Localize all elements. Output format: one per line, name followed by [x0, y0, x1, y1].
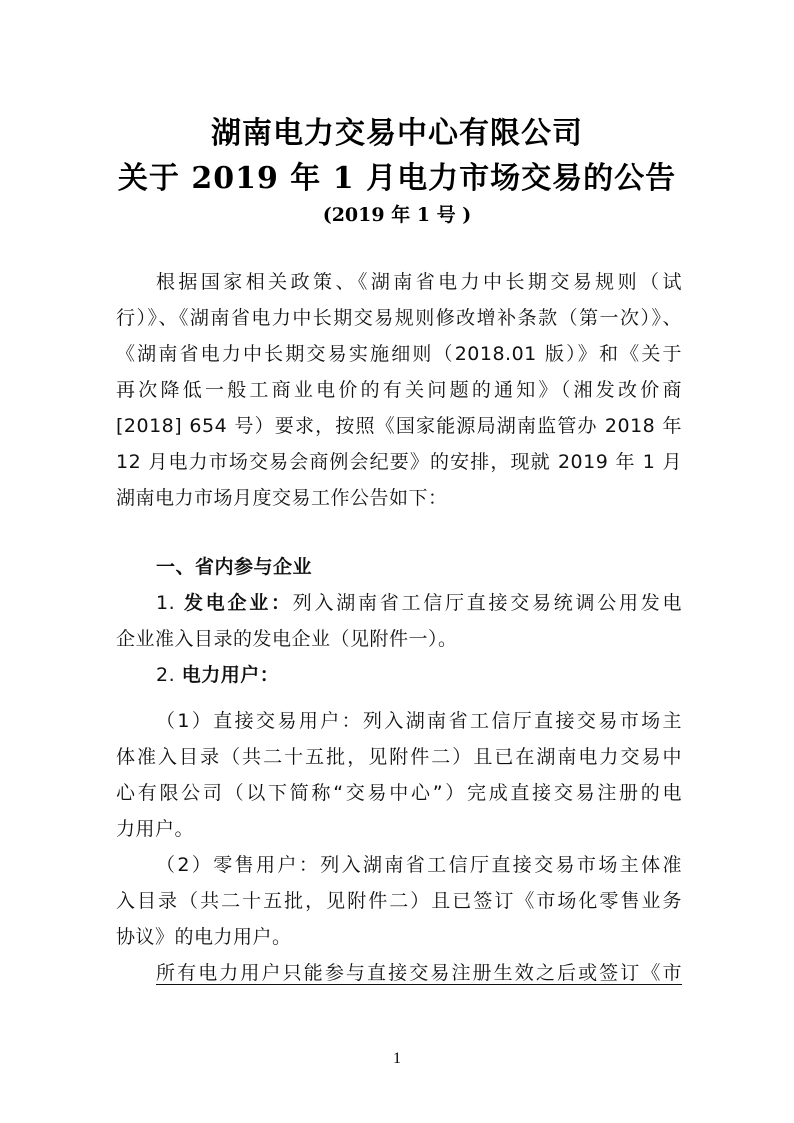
intro-line: [2018] 654 号）要求，按照《国家能源局湖南监管办 2018 年: [116, 415, 682, 437]
intro-line: 根据国家相关政策、《湖南省电力中长期交易规则（试: [156, 271, 682, 293]
intro-line: 行）》、《湖南省电力中长期交易规则修改增补条款（第一次）》、: [116, 307, 682, 329]
intro-line: 12 月电力市场交易会商例会纪要》的安排，现就 2019 年 1 月: [116, 451, 682, 473]
item-number: 2.: [156, 664, 176, 686]
item-generation-companies: [156, 585, 682, 621]
page-number: 1: [393, 1050, 401, 1067]
intro-line: 再次降低一般工商业电价的有关问题的通知》（湘发改价商: [116, 379, 682, 401]
sub-item-line: （2）零售用户：列入湖南省工信厅直接交易市场主体准: [156, 854, 682, 876]
item-label: 电力用户：: [181, 664, 280, 686]
sub-item-line: 体准入目录（共二十五批，见附件二）且已在湖南电力交易中: [116, 746, 682, 768]
intro-line: 湖南电力市场月度交易工作公告如下：: [116, 487, 448, 509]
item-text: 列入湖南省工信厅直接交易统调公用发电: [292, 592, 682, 614]
document-number: (2019 年 1 号 ): [322, 204, 472, 226]
intro-line: 《湖南省电力中长期交易实施细则（2018.01 版）》和《关于: [116, 343, 682, 365]
item-text-continued: 企业准入目录的发电企业（见附件一）。: [116, 628, 458, 650]
title-line-2: 关于 2019 年 1 月电力市场交易的公告: [117, 161, 677, 196]
item-label: 发电企业：: [183, 592, 293, 614]
sub-item-line: 心有限公司（以下简称“交易中心”）完成直接交易注册的电: [116, 782, 682, 804]
underlined-note: 所有电力用户只能参与直接交易注册生效之后或签订《市: [156, 962, 682, 984]
item-power-users: [156, 657, 682, 693]
section-heading: 一、省内参与企业: [156, 556, 313, 578]
sub-item-line: 力用户。: [116, 818, 195, 840]
sub-item-line: 协议》的电力用户。: [116, 926, 292, 948]
sub-item-line: （1）直接交易用户：列入湖南省工信厅直接交易市场主: [156, 710, 682, 732]
title-line-1: 湖南电力交易中心有限公司: [211, 116, 583, 151]
sub-item-line: 入目录（共二十五批，见附件二）且已签订《市场化零售业务: [116, 890, 682, 912]
item-number: 1.: [156, 592, 176, 614]
